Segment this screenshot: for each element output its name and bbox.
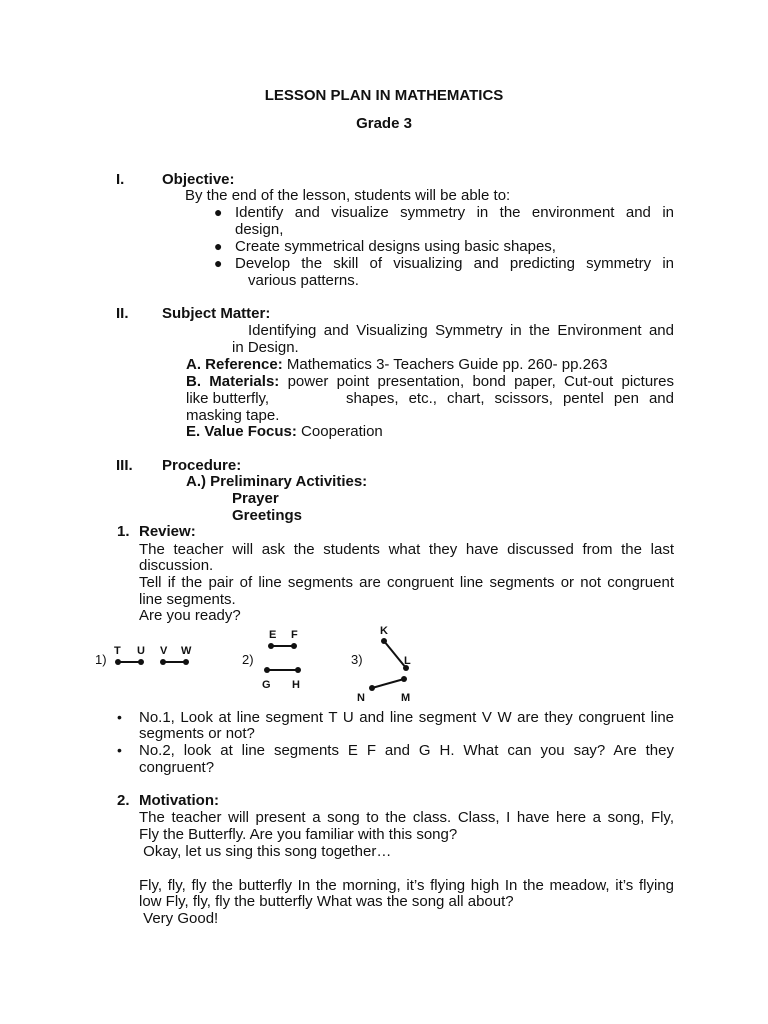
point-g [264,667,270,673]
question-2-line2: congruent? [139,759,215,776]
motivation-number: 2. [117,792,130,809]
materials-line3: masking tape. [186,407,280,424]
song-line1: Fly, fly, fly the butterfly In the morning, it’s flying high In the meadow, it’s flying [139,877,674,894]
materials-value-1: power point presentation, bond paper, Cut-out pictures [287,373,674,390]
section-numeral-i: I. [116,171,125,188]
preliminary-activities: A.) Preliminary Activities: [186,473,368,490]
label-f: F [291,629,298,641]
review-p2-line2: line segments. [139,591,236,608]
figure-2 [242,629,301,691]
document-title: LESSON PLAN IN MATHEMATICS [264,87,504,104]
point-u [138,659,144,665]
figure-1-number: 1) [95,652,107,667]
label-e: E [269,629,277,641]
bullet-icon: • [117,709,122,725]
objective-bullet-1-line2: design, [235,221,284,238]
motivation-p1-line1: The teacher will present a song to the class. Class, I have here a song, Fly, [139,809,674,826]
segment-kl [384,641,406,668]
question-2-line1: No.2, look at line segments E F and G H. What can you say? Are they [139,742,674,759]
materials-label: B. Materials: [186,373,280,390]
bullet-icon: • [117,742,122,758]
objective-bullet-1-line1: Identify and visualize symmetry in the environment and in [235,204,674,221]
label-n: N [357,692,365,704]
label-m: M [401,692,411,704]
point-m [401,676,407,682]
value-focus-value: Cooperation [301,423,383,440]
bullet-icon: ● [214,204,223,220]
motivation-p1-line2: Fly the Butterfly. Are you familiar with this song? [139,826,458,843]
segment-nm [372,679,404,688]
label-w: W [181,645,192,657]
review-heading: Review: [139,523,196,540]
materials-line2a: like butterfly, [186,390,270,407]
point-w [183,659,189,665]
praise-text: Very Good! [139,910,219,927]
greetings-label: Greetings [232,507,303,524]
subject-matter-heading: Subject Matter: [162,305,271,322]
bullet-icon: ● [214,238,223,254]
label-h: H [292,679,300,691]
value-focus-label: E. Value Focus: [186,423,297,440]
label-k: K [380,625,388,637]
section-numeral-iii: III. [116,457,133,474]
grade-label: Grade 3 [356,115,412,132]
prayer-label: Prayer [232,490,279,507]
objective-bullet-3-line2: various patterns. [248,272,359,289]
objective-heading: Objective: [162,171,235,188]
review-ready: Are you ready? [139,607,241,624]
motivation-p1-line3: Okay, let us sing this song together… [139,843,392,860]
question-1-line2: segments or not? [139,725,255,742]
figure-3 [351,625,411,704]
point-t [115,659,121,665]
materials-line2b: shapes, etc., chart, scissors, pentel pen and [346,390,674,407]
review-p1-line1: The teacher will ask the students what they have discussed from the last [139,541,674,558]
point-e [268,643,274,649]
point-f [291,643,297,649]
motivation-heading: Motivation: [139,792,219,809]
topic-line2: in Design. [232,339,299,356]
objective-bullet-2: Create symmetrical designs using basic shapes, [235,238,556,255]
figure-2-number: 2) [242,652,254,667]
label-l: L [404,655,411,667]
label-t: T [114,645,121,657]
topic-line1: Identifying and Visualizing Symmetry in the Environment and [248,322,674,339]
reference-value: Mathematics 3- Teachers Guide pp. 260- pp.263 [286,356,608,373]
label-g: G [262,679,271,691]
label-u: U [137,645,145,657]
procedure-heading: Procedure: [162,457,242,474]
section-numeral-ii: II. [116,305,129,322]
objective-bullet-3-line1: Develop the skill of visualizing and predicting symmetry in [235,255,674,272]
review-p1-line2: discussion. [139,557,214,574]
song-line2: low Fly, fly, fly the butterfly What was the song all about? [139,893,514,910]
point-h [295,667,301,673]
reference-label: A. Reference: [186,356,283,373]
review-p2-line1: Tell if the pair of line segments are congruent line segments or not congruent [139,574,674,591]
label-v: V [160,645,168,657]
point-k [381,638,387,644]
figure-1 [95,645,192,667]
point-n [369,685,375,691]
figure-3-number: 3) [351,652,363,667]
review-number: 1. [117,523,130,540]
bullet-icon: ● [214,255,223,271]
question-1-line1: No.1, Look at line segment T U and line segment V W are they congruent line [139,709,674,726]
objective-intro: By the end of the lesson, students will be able to: [185,187,511,204]
point-v [160,659,166,665]
